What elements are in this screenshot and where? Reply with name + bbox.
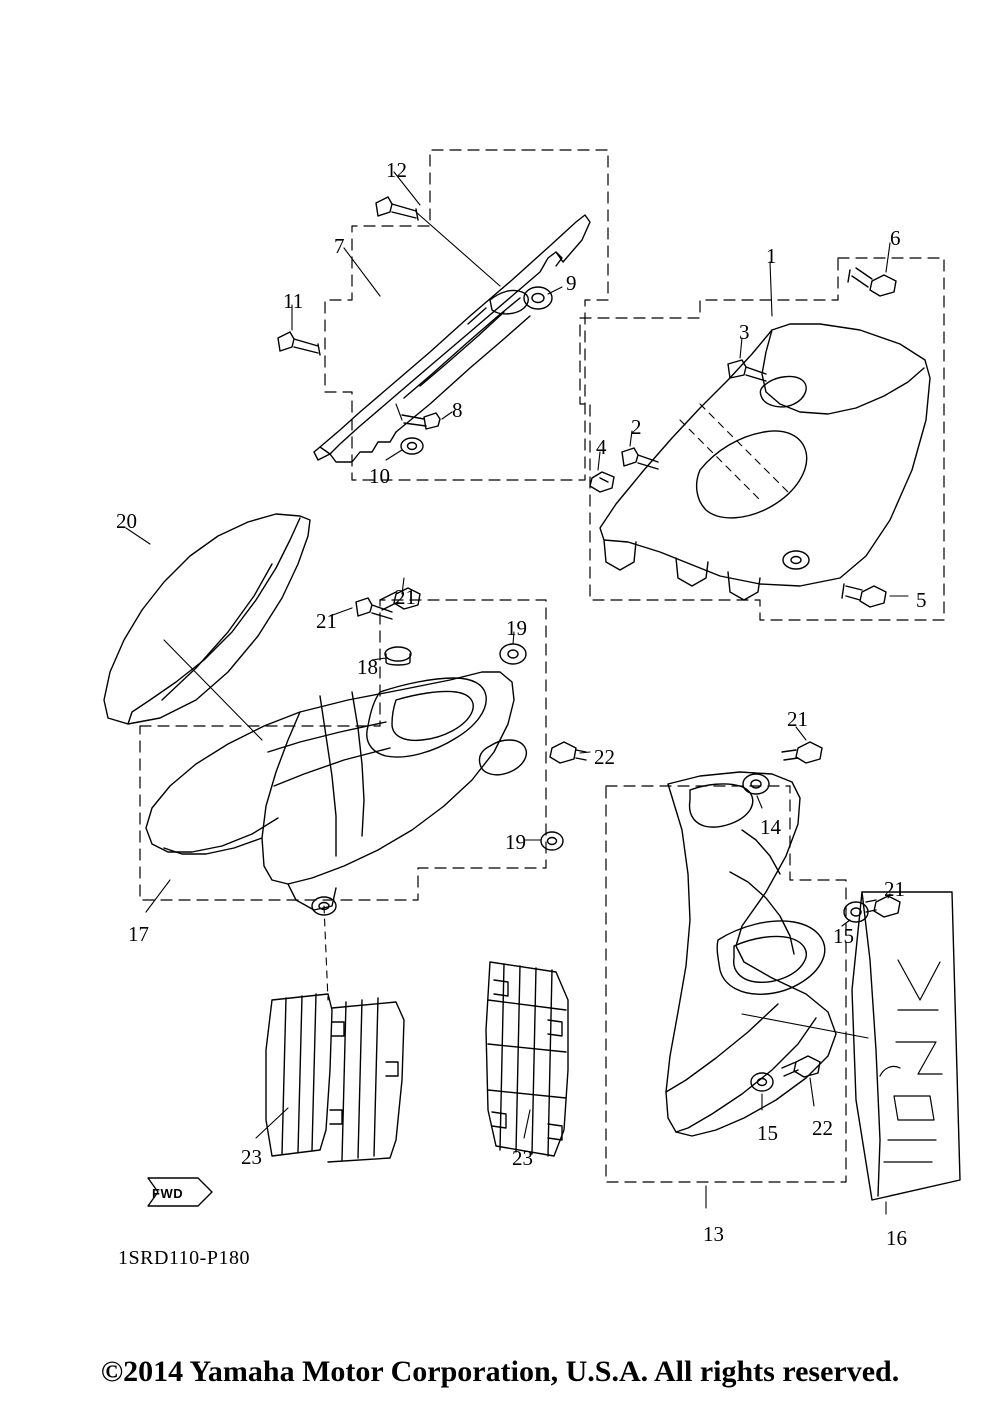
part-7-inner-1 [330,432,396,462]
callout-2: 2 [631,415,642,439]
grommet-15b [751,1073,773,1091]
part-1-rib-1 [697,431,807,518]
callout-1: 1 [766,244,777,268]
bolt-21c [782,742,822,763]
leader-9 [548,287,562,294]
part-23a-tab3 [330,1110,342,1124]
callout-22-b: 22 [812,1116,833,1140]
part-1-grommet-hole [791,557,801,564]
part-18 [385,647,411,665]
callout-21-a: 21 [395,585,416,609]
callout-18: 18 [357,655,378,679]
screw-8 [402,413,440,429]
part-17-hole-right [479,740,526,775]
part-23a-tab [332,1022,344,1036]
leader-14 [757,796,762,808]
part-16-body [852,892,960,1200]
leader-23b [524,1110,530,1138]
bolt-12 [376,197,418,220]
callout-9: 9 [566,271,577,295]
part-13-ridge [676,1018,816,1132]
callout-22-a: 22 [594,745,615,769]
part-code-label: 1SRD110-P180 [118,1247,250,1269]
part-17-rib [320,696,336,856]
callout-23-a: 23 [241,1145,262,1169]
callout-3: 3 [739,320,750,344]
callout-14: 14 [760,815,781,839]
part-17-scoop-in [392,691,473,740]
copyright-notice: ©2014 Yamaha Motor Corporation, U.S.A. All rights reserved. [100,1355,900,1388]
leader-7 [344,248,380,296]
part-17-inner-1 [146,712,300,852]
part-1-inner-top [762,330,924,414]
collar-10 [401,438,423,454]
part-23a-tab2 [386,1062,398,1076]
part-23b-cross3 [488,1090,566,1098]
screw-2 [622,448,658,469]
callout-13: 13 [703,1222,724,1246]
callout-17: 17 [128,922,149,946]
fwd-label: FWD [152,1186,184,1201]
bolt-5 [842,584,886,607]
grommet-14 [743,774,769,794]
part-23b-tab3 [492,1112,506,1128]
grommet-19b [541,832,563,850]
callout-21-c: 21 [787,707,808,731]
part-13-scoop2 [734,936,807,982]
part-20-body [104,514,310,724]
leader-22b [810,1078,814,1106]
part-23b-cross1 [488,1000,566,1010]
leader-1 [770,262,772,316]
leader-17b [324,906,328,1000]
part-23b-cross2 [488,1044,566,1052]
leader-10 [386,450,402,460]
grommet-19a [500,644,526,664]
bolt-11 [278,332,320,355]
part-23b-tab1 [494,980,508,996]
part-1-body [600,320,930,586]
callout-4: 4 [596,435,607,459]
callout-15-a: 15 [833,924,854,948]
leader-17 [146,880,170,912]
part-20-edge [128,518,300,724]
bolt-22b [782,1056,820,1077]
part-1-grommet [783,551,809,569]
callout-15-b: 15 [757,1121,778,1145]
callout-11: 11 [283,289,304,313]
part-23a-right [328,1002,404,1162]
part-17-rib2 [352,692,364,836]
callout-21-d: 21 [884,877,905,901]
leader-8 [442,412,452,419]
screw-3 [728,360,766,381]
dashed-box-7 [325,150,608,480]
dashed-box-17 [140,600,546,900]
part-1-bottom-tabs3 [728,572,760,600]
leader-22a [580,752,590,753]
dashed-box-1 [580,258,944,620]
callout-10: 10 [369,464,390,488]
bolt-6 [848,268,896,296]
callout-19-b: 19 [505,830,526,854]
part-23a-rib1 [342,998,378,1160]
callout-12: 12 [386,158,407,182]
callout-21-b: 21 [316,609,337,633]
leader-8b [396,404,402,420]
part-7-inner-2 [396,316,530,432]
callout-23-b: 23 [512,1146,533,1170]
screw-21b [356,598,392,619]
part-16-graphic [880,960,942,1162]
leader-20b [164,640,262,740]
callout-20: 20 [116,509,137,533]
callout-19-a: 19 [506,616,527,640]
dashed-box-13 [606,786,846,1182]
part-23b-tab4 [548,1124,562,1140]
callout-6: 6 [890,226,901,250]
callout-7: 7 [334,234,345,258]
part-1-bottom-tabs [604,540,636,570]
part-13-inner-3 [730,872,794,954]
part-23a-lines [282,994,316,1154]
part-1-bottom-tabs2 [676,558,708,586]
nut-4 [590,472,614,492]
part-1-hole [760,377,806,407]
callout-8: 8 [452,398,463,422]
part-13-inner-1 [690,784,753,827]
part-17-body [262,672,514,884]
callout-16: 16 [886,1226,907,1250]
callout-5: 5 [916,588,927,612]
leader-12b [416,212,500,286]
